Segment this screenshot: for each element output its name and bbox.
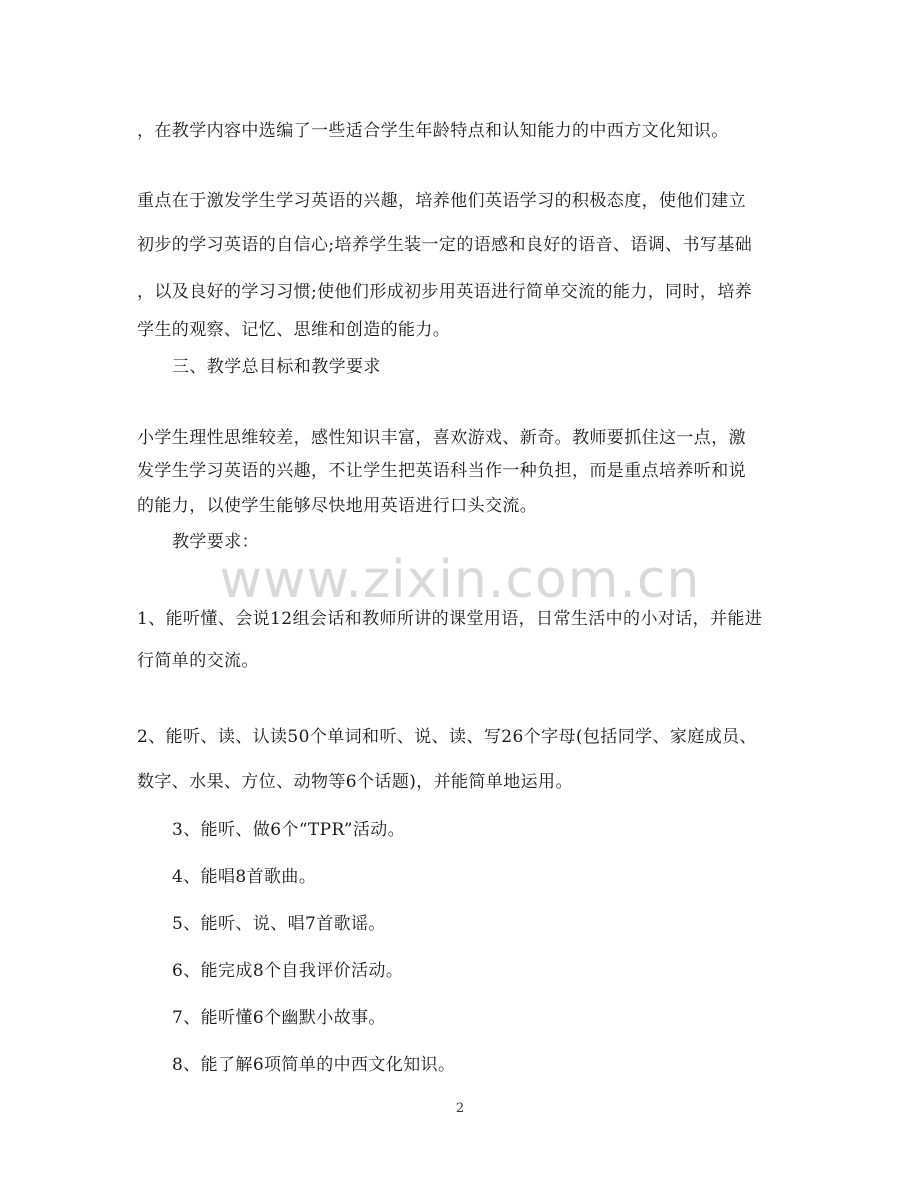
- paragraph-line: 学生的观察、记忆、思维和创造的能力。: [137, 320, 451, 340]
- list-item: 1、能听懂、会说12组会话和教师所讲的课堂用语，日常生活中的小对话，并能进: [137, 609, 763, 629]
- paragraph-line: 小学生理性思维较差，感性知识丰富，喜欢游戏、新奇。教师要抓住这一点，激: [137, 428, 746, 448]
- section-heading: 三、教学总目标和教学要求: [172, 357, 381, 377]
- list-item: 5、能听、说、唱7首歌谣。: [172, 914, 386, 934]
- paragraph-line: 重点在于激发学生学习英语的兴趣，培养他们英语学习的积极态度，使他们建立: [137, 191, 746, 211]
- paragraph-line: ，在教学内容中选编了一些适合学生年龄特点和认知能力的中西方文化知识。: [137, 121, 729, 141]
- page-number: 2: [455, 1101, 465, 1116]
- paragraph-line: ，以及良好的学习习惯;使他们形成初步用英语进行简单交流的能力，同时，培养: [137, 282, 753, 302]
- paragraph-line: 初步的学习英语的自信心;培养学生装一定的语感和良好的语音、语调、书写基础: [137, 235, 753, 255]
- list-item-continuation: 数字、水果、方位、动物等6个话题)，并能简单地运用。: [137, 772, 573, 792]
- list-item: 2、能听、读、认读50个单词和听、说、读、写26个字母(包括同学、家庭成员、: [137, 727, 757, 747]
- subsection-label: 教学要求：: [172, 532, 259, 552]
- list-item: 8、能了解6项简单的中西文化知识。: [172, 1055, 456, 1075]
- list-item: 7、能听懂6个幽默小故事。: [172, 1008, 386, 1028]
- list-item: 6、能完成8个自我评价活动。: [172, 961, 404, 981]
- list-item: 3、能听、做6个“TPR”活动。: [172, 820, 406, 840]
- paragraph-line: 的能力，以使学生能够尽快地用英语进行口头交流。: [137, 496, 538, 516]
- list-item-continuation: 行简单的交流。: [137, 651, 259, 671]
- list-item: 4、能唱8首歌曲。: [172, 867, 317, 887]
- watermark: www.zixin.com.cn: [219, 550, 701, 610]
- paragraph-line: 发学生学习英语的兴趣，不让学生把英语科当作一种负担，而是重点培养听和说: [137, 461, 746, 481]
